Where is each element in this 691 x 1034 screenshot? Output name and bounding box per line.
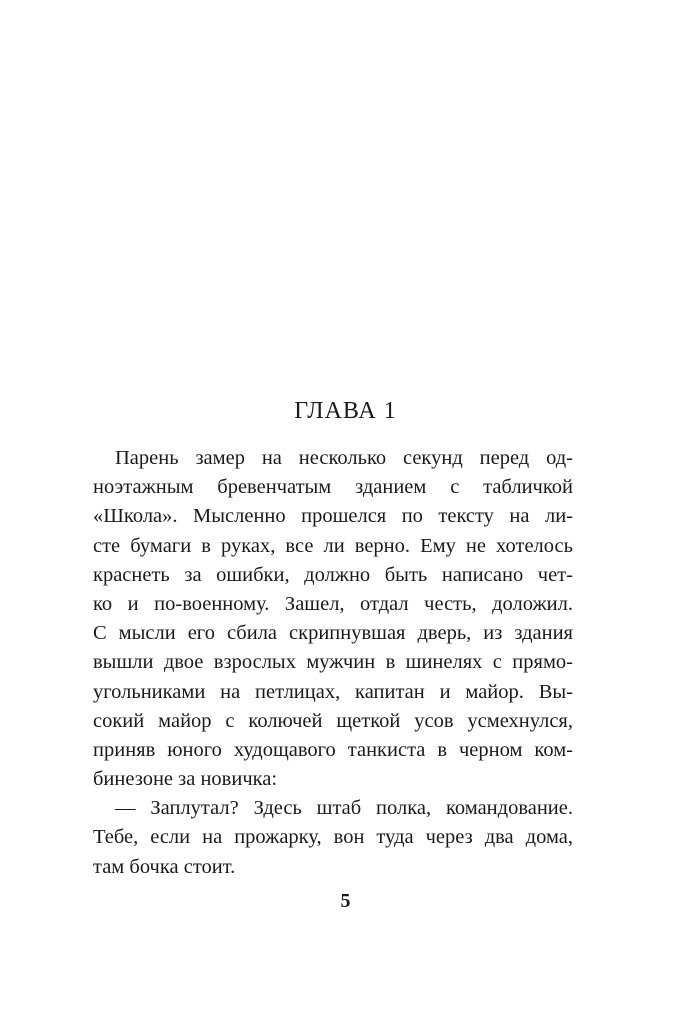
text-line: ко и по-военному. Зашел, отдал честь, доложил. (93, 592, 573, 615)
text-line: — Заплутал? Здесь штаб полка, командование. (115, 797, 573, 820)
body-text (93, 444, 573, 882)
text-line: Парень замер на несколько секунд перед од- (115, 447, 573, 469)
text-line: там бочка стоит. (93, 855, 236, 878)
text-line: С мысли его сбила скрипнувшая дверь, из здания (93, 622, 573, 645)
text-line: вышли двое взрослых мужчин в шинелях с прямо- (93, 651, 573, 674)
text-line: сте бумаги в руках, все ли верно. Ему не хотелось (93, 534, 573, 557)
text-line: сокий майор с колючей щеткой усов усмехнулся, (93, 709, 573, 732)
text-line: угольниками на петлицах, капитан и майор. Вы- (93, 680, 573, 703)
page-number: 5 (340, 890, 351, 912)
text-line: «Школа». Мысленно прошелся по тексту на ли- (93, 505, 573, 528)
text-line: бинезоне за новичка: (93, 768, 278, 791)
text-line: краснеть за ошибки, должно быть написано чет- (93, 563, 573, 586)
text-line: ноэтажным бревенчатым зданием с табличкой (93, 476, 573, 499)
chapter-title: ГЛАВА 1 (294, 398, 397, 424)
text-line: приняв юного худощавого танкиста в черном ком- (93, 738, 573, 761)
text-line: Тебе, если на прожарку, вон туда через два дома, (93, 826, 573, 849)
